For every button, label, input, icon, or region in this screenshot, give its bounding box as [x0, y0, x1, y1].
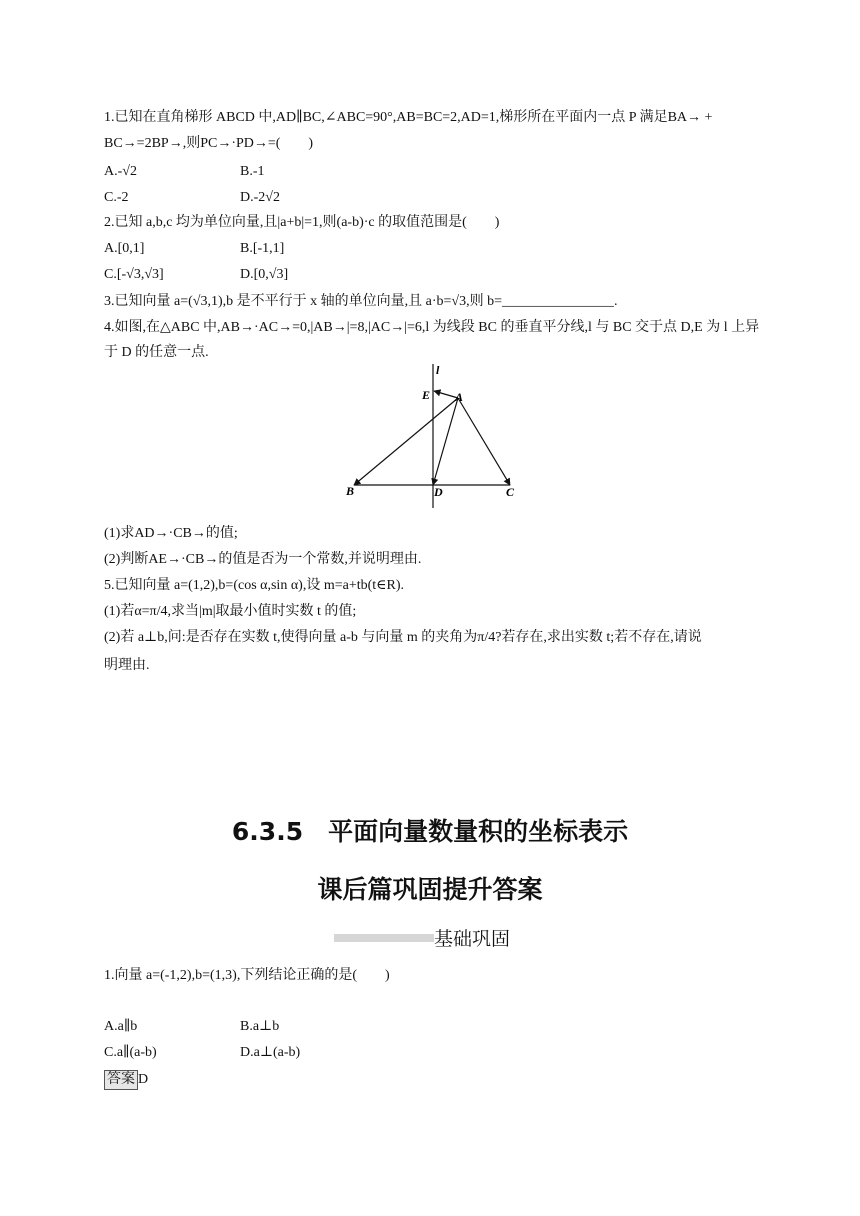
- a1-line1: 1.向量 a=(-1,2),b=(1,3),下列结论正确的是( ): [104, 968, 390, 983]
- a1-option-c: C.a∥(a-b): [104, 1045, 157, 1060]
- q2-option-a: A.[0,1]: [104, 241, 145, 256]
- a1-option-d: D.a⊥(a-b): [240, 1045, 301, 1060]
- q1-option-d: D.-2√2: [240, 190, 280, 205]
- q1-option-a: A.-√2: [104, 164, 137, 179]
- q4-line1: 4.如图,在△ABC 中,AB→·AC→=0,|AB→|=8,|AC→|=6,l 为线段 BC 的垂直平分线,l 与 BC 交于点 D,E 为 l 上异: [104, 320, 760, 335]
- q4-sub1: (1)求AD→·CB→的值;: [104, 526, 238, 541]
- q4-line2: 于 D 的任意一点.: [104, 345, 209, 360]
- section-subtitle: 课后篇巩固提升答案: [317, 875, 543, 904]
- a1-option-a: A.a∥b: [104, 1019, 138, 1034]
- q2-option-d: D.[0,√3]: [240, 267, 289, 282]
- segment-ad: [433, 398, 458, 485]
- label-d: D: [434, 485, 443, 499]
- q5-sub2-line1: (2)若 a⊥b,问:是否存在实数 t,使得向量 a-b 与向量 m 的夹角为π/4?若存在,求出实数 t;若不存在,请说: [104, 630, 702, 645]
- q5-line1: 5.已知向量 a=(1,2),b=(cos α,sin α),设 m=a+tb(t∈R).: [104, 578, 405, 593]
- label-c: C: [506, 485, 515, 499]
- label-e: E: [422, 388, 431, 402]
- q1-option-b: B.-1: [240, 164, 265, 179]
- answer-value: D: [138, 1072, 149, 1087]
- q2-option-c: C.[-√3,√3]: [104, 267, 164, 282]
- segment-ac: [458, 398, 510, 485]
- q1-line1: 1.已知在直角梯形 ABCD 中,AD∥BC,∠ABC=90°,AB=BC=2,AD=1,梯形所在平面内一点 P 满足BA→ +: [104, 110, 713, 125]
- q4-sub2: (2)判断AE→·CB→的值是否为一个常数,并说明理由.: [104, 552, 422, 567]
- segment-ab: [354, 398, 458, 485]
- label-l: l: [436, 363, 440, 377]
- triangle-figure: [330, 358, 530, 512]
- a1-option-b: B.a⊥b: [240, 1019, 280, 1034]
- q2-option-b: B.[-1,1]: [240, 241, 285, 256]
- answer-label: 答案: [104, 1070, 138, 1090]
- q5-sub1: (1)若α=π/4,求当|m|取最小值时实数 t 的值;: [104, 604, 357, 619]
- section-heading-bar: [334, 934, 434, 942]
- q1-line2: BC→=2BP→,则PC→·PD→=( ): [104, 136, 314, 151]
- section-heading: 基础巩固: [434, 928, 511, 950]
- q3-line1: 3.已知向量 a=(√3,1),b 是不平行于 x 轴的单位向量,且 a·b=√3,则 b=________________.: [104, 294, 618, 309]
- label-b: B: [346, 484, 355, 498]
- answer-row: [104, 1070, 148, 1090]
- q2-line1: 2.已知 a,b,c 均为单位向量,且|a+b|=1,则(a-b)·c 的取值范围是( ): [104, 215, 500, 230]
- section-title: 6.3.5 平面向量数量积的坐标表示: [231, 817, 629, 846]
- q1-option-c: C.-2: [104, 190, 129, 205]
- q5-sub2-line2: 明理由.: [104, 658, 150, 673]
- label-a: A: [455, 390, 464, 404]
